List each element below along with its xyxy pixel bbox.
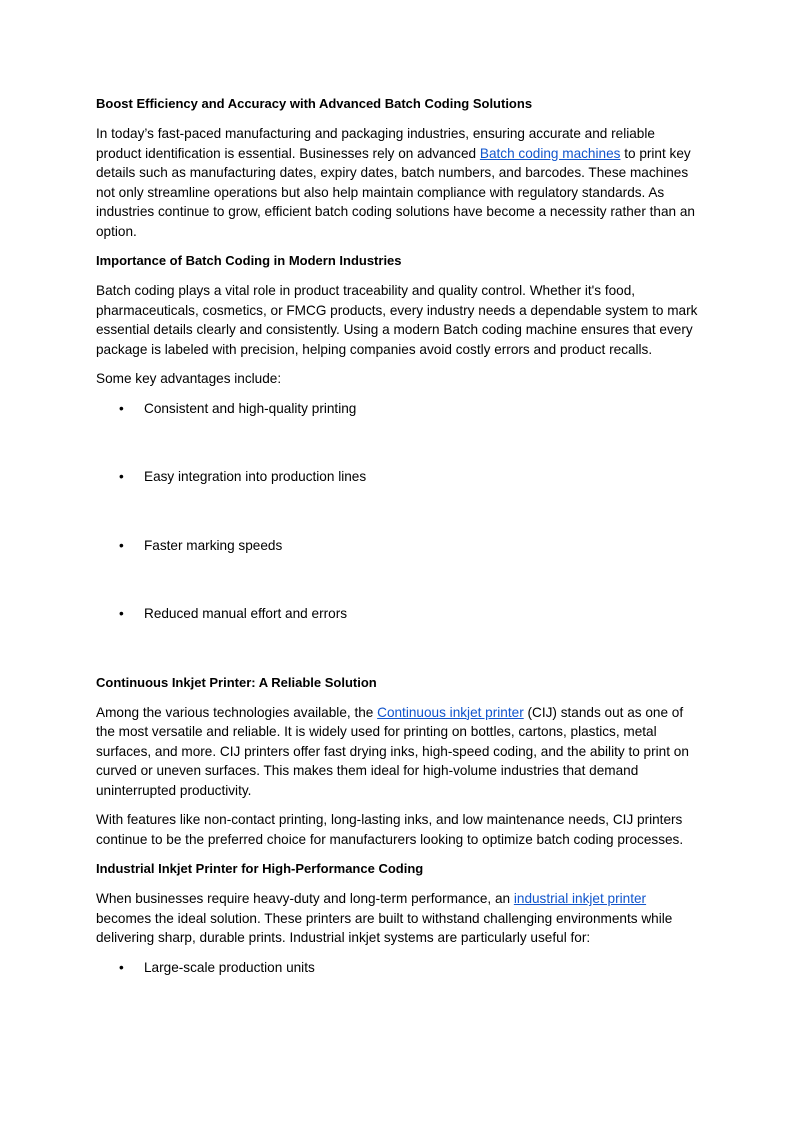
bullet-icon: • (119, 959, 124, 975)
bullet-icon: • (119, 606, 124, 621)
section-heading-importance: Importance of Batch Coding in Modern Industries (96, 253, 402, 268)
list-item-text: Reduced manual effort and errors (144, 606, 348, 621)
section-heading-boost: Boost Efficiency and Accuracy with Advanced Batch Coding Solutions (96, 96, 533, 111)
importance-paragraph: Batch coding plays a vital role in product traceability and quality control. Whether it's food, pharmaceuticals, cosmetics, or FMCG products, every industry needs a dependable system to mark essential details clearly and consistently. Using a modern Batch coding machine ensures that every package is labeled with precision, helping companies avoid costly errors and product recalls. (96, 283, 698, 357)
industrial-text-end: becomes the ideal solution. These printers are built to withstand challenging environments while delivering sharp, durable prints. Industrial inkjet systems are particularly useful for: (96, 910, 673, 945)
industrial-uses-list (96, 958, 700, 978)
list-item-text: Consistent and high-quality printing (144, 400, 357, 416)
bullet-icon: • (119, 537, 124, 553)
list-item (96, 536, 700, 556)
intro-text-start: In today’s fast-paced manufacturing and packaging industries, ensuring accurate and reliable product identification is essential. Businesses rely on advanced (96, 126, 655, 161)
cij-text-end: (CIJ) stands out as one of the most versatile and reliable. It is widely used for printing on bottles, cartons, plastics, metal surfaces, and more. CIJ printers offer fast drying inks, high-speed coding, and the ability to print on curved or uneven surfaces. This makes them ideal for high-volume industries that demand uninterrupted productivity. (96, 704, 689, 798)
industrial-paragraph (96, 889, 700, 948)
list-spacer (96, 555, 700, 604)
list-spacer (96, 418, 700, 467)
intro-paragraph (96, 124, 700, 241)
bullet-icon: • (119, 400, 124, 416)
document-page (96, 94, 700, 977)
industrial-inkjet-printer-link[interactable]: industrial inkjet printer (513, 891, 647, 906)
list-item (96, 604, 700, 624)
batch-coding-machines-link[interactable]: Batch coding machines (479, 145, 621, 161)
section-heading-industrial: Industrial Inkjet Printer for High-Performance Coding (96, 861, 424, 876)
list-spacer (96, 487, 700, 536)
list-item-text: Large-scale production units (144, 959, 315, 975)
bullet-icon: • (119, 469, 124, 484)
advantages-intro: Some key advantages include: (96, 371, 282, 386)
continuous-inkjet-printer-link[interactable]: Continuous inkjet printer (377, 704, 524, 720)
cij-text-start: Among the various technologies available, the (96, 704, 378, 720)
section-heading-cij: Continuous Inkjet Printer: A Reliable Solution (96, 674, 377, 690)
list-item (96, 399, 700, 419)
industrial-text-start: When businesses require heavy-duty and long-term performance, an (96, 891, 514, 906)
list-item (96, 467, 700, 487)
list-item-text: Faster marking speeds (144, 537, 283, 553)
advantages-list (96, 399, 700, 673)
list-item-text: Easy integration into production lines (144, 469, 367, 484)
list-item (96, 958, 700, 978)
intro-text-end: to print key details such as manufacturing dates, expiry dates, batch numbers, and barcodes. These machines not only streamline operations but also help maintain compliance with regulatory standards. As industries continue to grow, efficient batch coding solutions have become a necessity rather than an option. (96, 145, 695, 239)
list-spacer (96, 624, 700, 673)
cij-features-paragraph: With features like non-contact printing, long-lasting inks, and low maintenance needs, CIJ printers continue to be the preferred choice for manufacturers looking to optimize batch coding processes. (96, 812, 684, 847)
cij-paragraph (96, 703, 700, 801)
